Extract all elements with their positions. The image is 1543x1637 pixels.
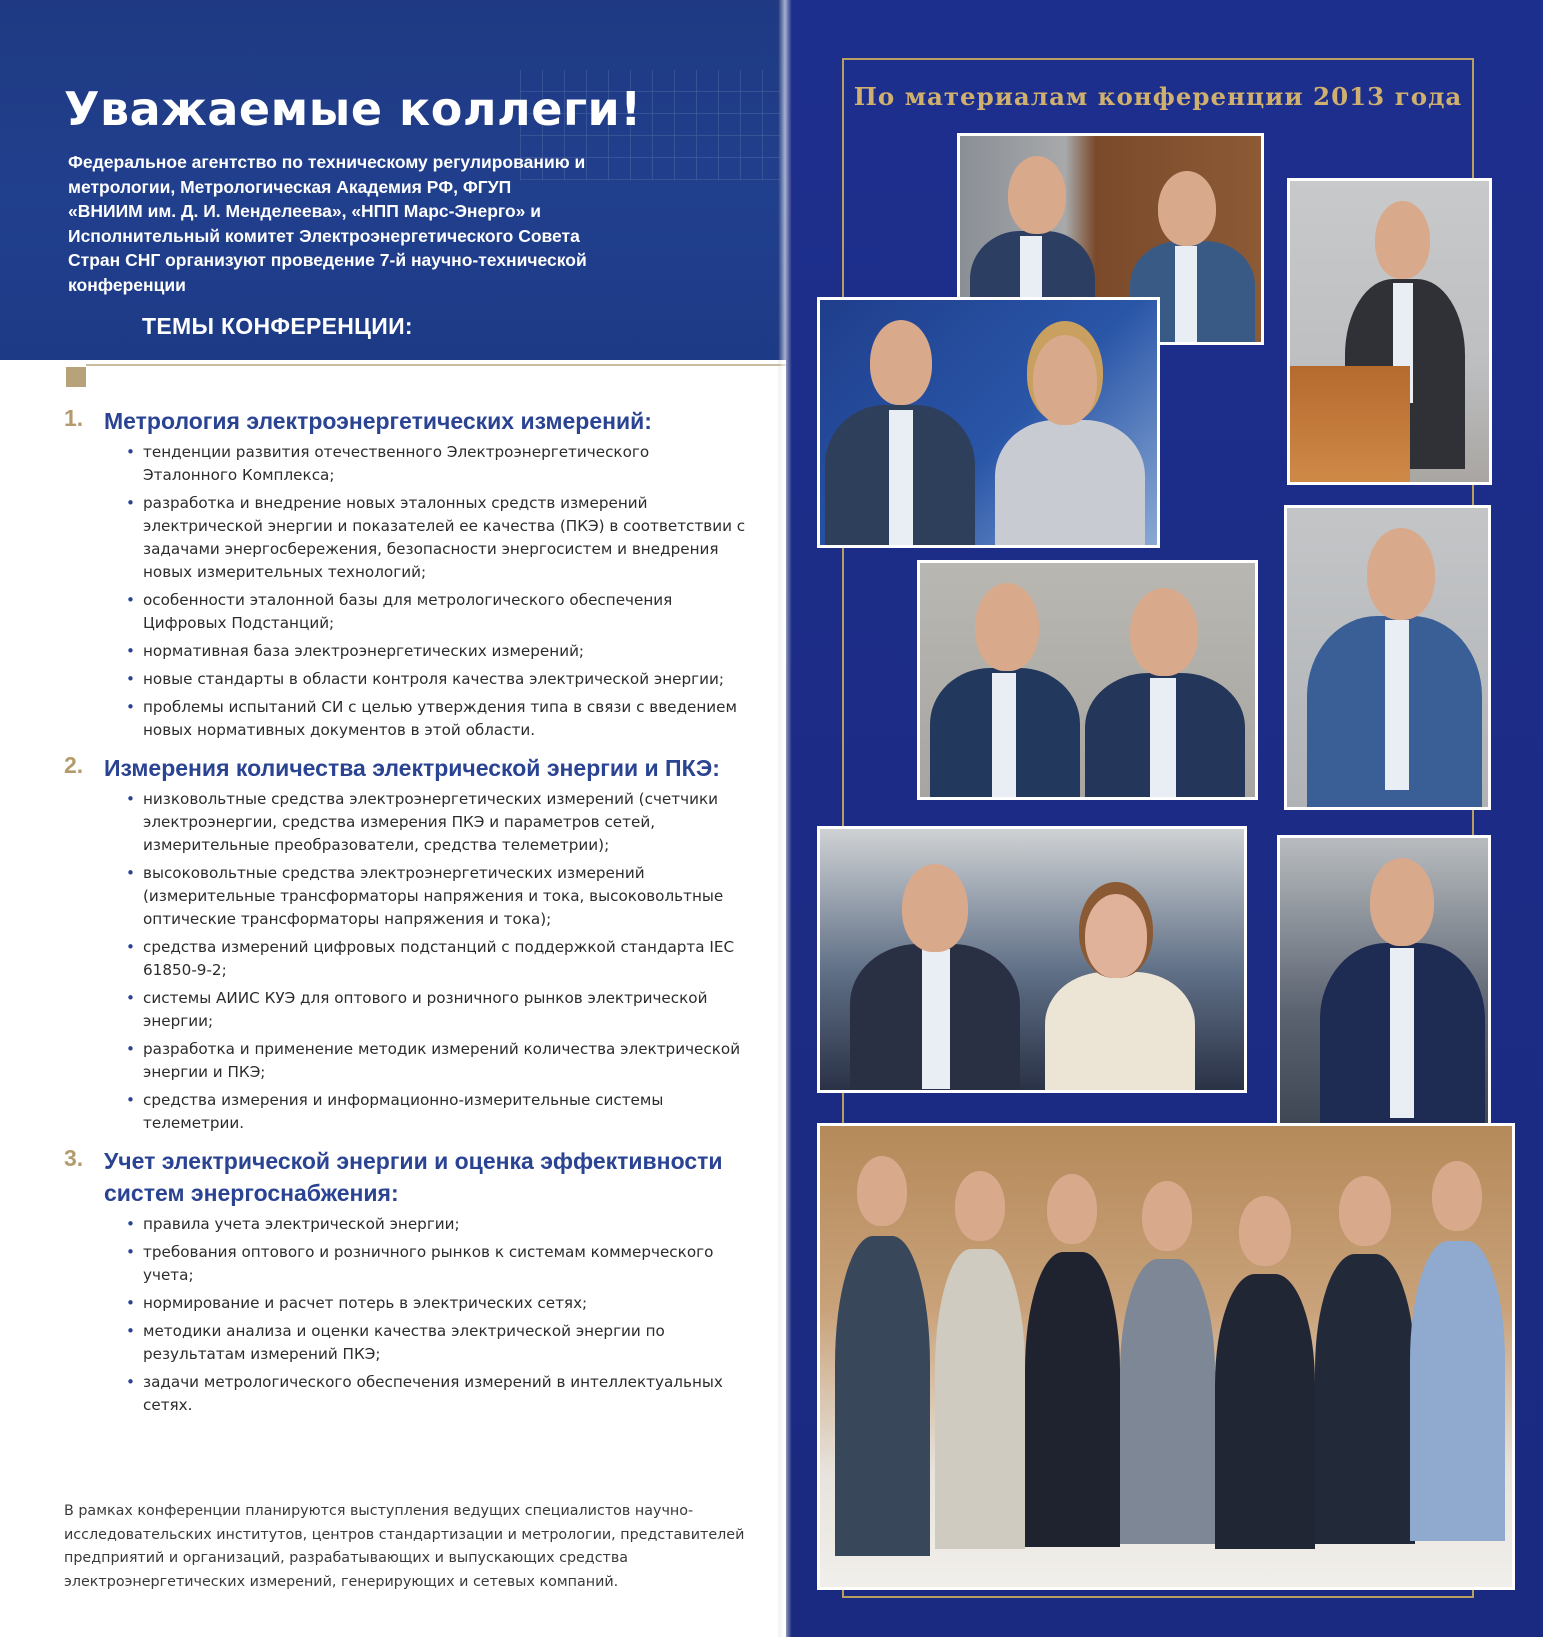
divider xyxy=(86,364,786,366)
list-item: • нормативная база электроэнергетических измерений; xyxy=(126,640,746,663)
topic-2 xyxy=(0,752,786,1135)
list-item: • средства измерений цифровых подстанций с поддержкой стандарта IEC 61850-9-2; xyxy=(126,936,746,982)
photo-3 xyxy=(817,297,1160,548)
page-title: Уважаемые коллеги! xyxy=(64,82,642,136)
list-item: • системы АИИС КУЭ для оптового и розничного рынков электрической энергии; xyxy=(126,987,746,1033)
list-item: • разработка и применение методик измерений количества электрической энергии и ПКЭ; xyxy=(126,1038,746,1084)
topic-number: 2. xyxy=(64,752,84,778)
photo-2 xyxy=(1287,178,1492,485)
intro-paragraph: Федеральное агентство по техническому регулированию и метрологии, Метрологическая Академия РФ, ФГУП «ВНИИМ им. Д. И. Менделеева», «НПП Марс-Энерго» и Исполнительный комитет Электроэнергетического Совета Стран СНГ организуют проведение 7-й научно-технической конференции xyxy=(68,152,587,295)
topic-title: Метрология электроэнергетических измерений: xyxy=(104,408,652,434)
gold-square-marker xyxy=(66,367,86,387)
list-item: • особенности эталонной базы для метрологического обеспечения Цифровых Подстанций; xyxy=(126,589,746,635)
list-item: • средства измерения и информационно-измерительные системы телеметрии. xyxy=(126,1089,746,1135)
list-item: • задачи метрологического обеспечения измерений в интеллектуальных сетях. xyxy=(126,1371,746,1417)
topic-title: Учет электрической энергии и оценка эффективности систем энергоснабжения: xyxy=(104,1148,723,1206)
topic-bullets xyxy=(0,788,746,1135)
footer-paragraph: В рамках конференции планируются выступления ведущих специалистов научно-исследовательских институтов, центров стандартизации и метрологии, представителей предприятий и организаций, разрабатывающих и выпускающих средства электроэнергетических измерений, генерирующих и сетевых компаний. xyxy=(64,1503,745,1590)
page-fold xyxy=(778,0,792,1637)
list-item: • новые стандарты в области контроля качества электрической энергии; xyxy=(126,668,746,691)
list-item: • нормирование и расчет потерь в электрических сетях; xyxy=(126,1292,746,1315)
list-item: • требования оптового и розничного рынков к системам коммерческого учета; xyxy=(126,1241,746,1287)
photo-6 xyxy=(817,826,1247,1093)
photo-7 xyxy=(1277,835,1491,1135)
photo-5 xyxy=(1284,505,1491,810)
topic-3 xyxy=(0,1145,786,1417)
list-item: • проблемы испытаний СИ с целью утверждения типа в связи с введением новых нормативных документов в этой области. xyxy=(126,696,746,742)
gallery-title: По материалам конференции 2013 года xyxy=(853,82,1463,111)
topics-heading: ТЕМЫ КОНФЕРЕНЦИИ: xyxy=(142,313,413,339)
topics-list xyxy=(0,405,786,1427)
photo-8 xyxy=(817,1123,1515,1590)
list-item: • тенденции развития отечественного Электроэнергетического Эталонного Комплекса; xyxy=(126,441,746,487)
topic-bullets xyxy=(0,1213,746,1417)
topic-number: 3. xyxy=(64,1145,84,1171)
topic-bullets xyxy=(0,441,746,742)
topic-1 xyxy=(0,405,786,742)
list-item: • разработка и внедрение новых эталонных средств измерений электрической энергии и показателей ее качества (ПКЭ) в соответствии с задачами энергосбережения, безопасности энергосистем и внедрения новых измерительных технологий; xyxy=(126,492,746,584)
topic-number: 1. xyxy=(64,405,84,431)
list-item: • правила учета электрической энергии; xyxy=(126,1213,746,1236)
photo-4 xyxy=(917,560,1258,800)
topic-title: Измерения количества электрической энергии и ПКЭ: xyxy=(104,755,720,781)
list-item: • низковольтные средства электроэнергетических измерений (счетчики электроэнергии, средства измерения ПКЭ и параметров сетей, измерительные преобразователи, средства телеметрии); xyxy=(126,788,746,857)
list-item: • методики анализа и оценки качества электрической энергии по результатам измерений ПКЭ; xyxy=(126,1320,746,1366)
list-item: • высоковольтные средства электроэнергетических измерений (измерительные трансформаторы напряжения и тока, высоковольтные оптические трансформаторы напряжения и тока); xyxy=(126,862,746,931)
